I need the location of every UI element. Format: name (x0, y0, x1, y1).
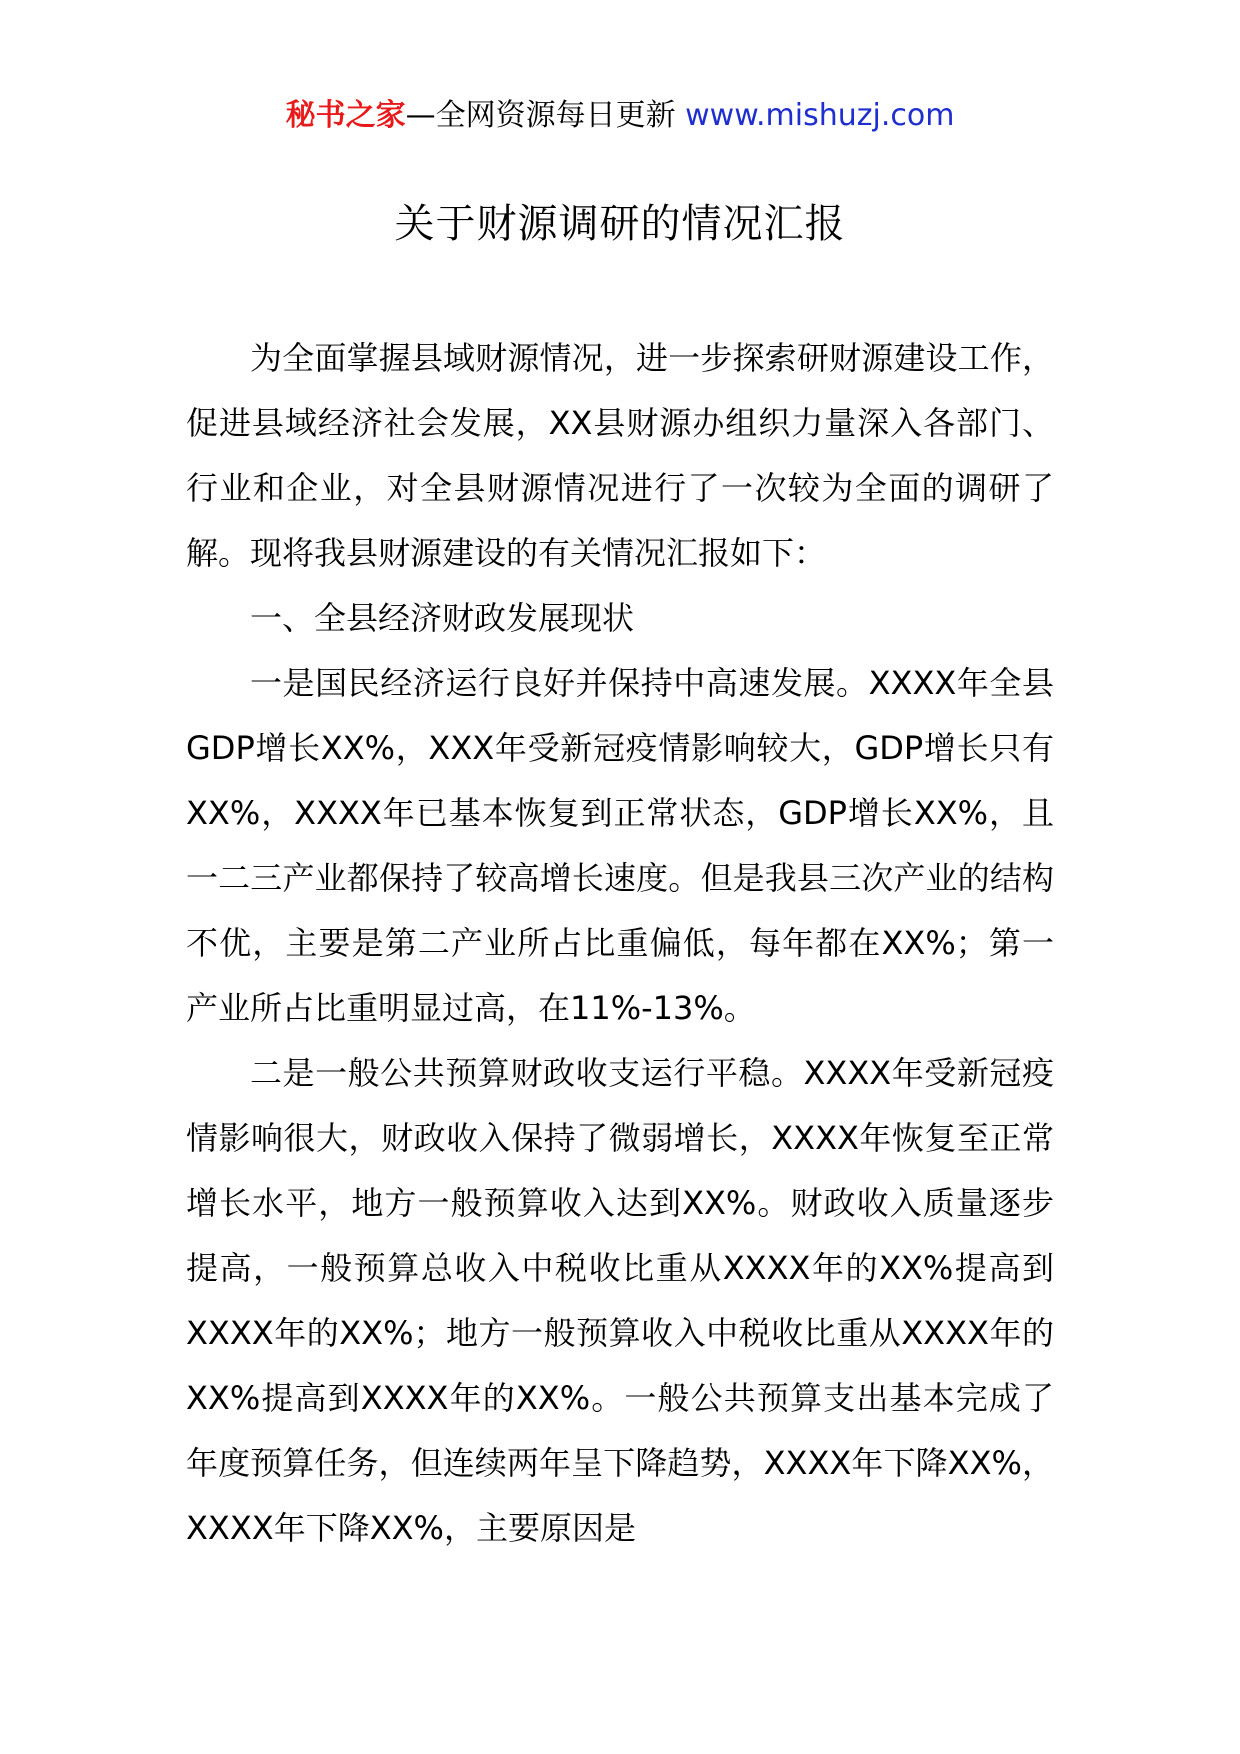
site-brand: 秘书之家 (285, 98, 406, 133)
site-url-link[interactable]: www.mishuzj.com (685, 98, 955, 133)
paragraph-intro: 为全面掌握县域财源情况，进一步探索研财源建设工作，促进县域经济社会发展，XX县财源办组织力量深入各部门、行业和企业，对全县财源情况进行了一次较为全面的调研了解。现将我县财源建设的有关情况汇报如下： (186, 339, 1054, 572)
section-heading-1: 一、全县经济财政发展现状 (250, 599, 635, 637)
site-tagline: —全网资源每日更新 (405, 98, 676, 133)
paragraph-budget: 二是一般公共预算财政收支运行平稳。XXXX年受新冠疫情影响很大，财政收入保持了微弱增长，XXXX年恢复至正常增长水平，地方一般预算收入达到XX%。财政收入质量逐步提高，一般预算总收入中税收比重从XXXX年的XX%提高到XXXX年的XX%；地方一般预算收入中税收比重从XXXX年的XX%提高到XXXX年的XX%。一般公共预算支出基本完成了年度预算任务，但连续两年呈下降趋势，XXXX年下降XX%，XXXX年下降XX%，主要原因是 (186, 1054, 1054, 1547)
document-body (186, 326, 1054, 1561)
site-header (0, 96, 1240, 136)
document-title: 关于财源调研的情况汇报 (394, 201, 846, 247)
paragraph-economy: 一是国民经济运行良好并保持中高速发展。XXXX年全县GDP增长XX%，XXX年受新冠疫情影响较大，GDP增长只有XX%，XXXX年已基本恢复到正常状态，GDP增长XX%，且一二三产业都保持了较高增长速度。但是我县三次产业的结构不优，主要是第二产业所占比重偏低，每年都在XX%；第一产业所占比重明显过高，在11%-13%。 (186, 664, 1054, 1027)
